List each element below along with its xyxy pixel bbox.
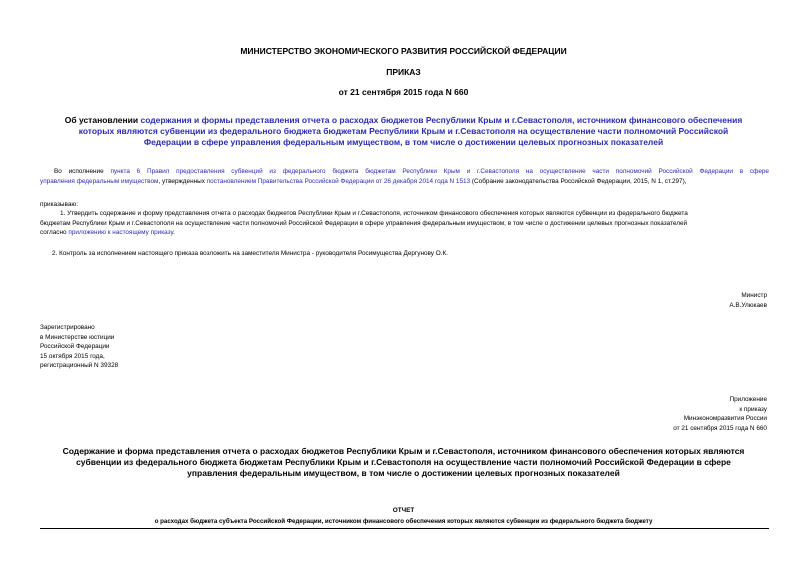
appendix-title-line-3: управления федеральным имуществом, в том числе о достижении целевых прогнозных показателей [187,468,620,478]
report-underline [40,528,769,529]
item1-line-2: бюджетам Республики Крым и г.Севастополя на осуществление части полномочий Российской Федерации в сфере управления федеральным имуществом, в том числе о достижении целевых прогнозных показателей [40,219,688,227]
title-line-1 [0,115,807,126]
title-line-3[interactable]: Федерации в сфере управления федеральным имуществом, в том числе о достижении целевых прогнозных показателей [143,137,664,147]
appendix-title-line-2: субвенции из федерального бюджета бюджетам Республики Крым и г.Севастополя на осуществление части полномочий Российской Федерации в сфере [76,457,731,467]
item1-line3-post: . [173,229,175,237]
registration-line-5: регистрационный N 39328 [40,362,119,370]
item1-line3-pre: согласно [40,229,69,237]
document-type: ПРИКАЗ [386,67,421,77]
appendix-ref-line-3: Минэкономразвития России [683,415,767,423]
appendix-title-line-1: Содержание и форма представления отчета о расходах бюджетов Республики Крым и г.Севастополя, источником финансового обеспечения которых являются [62,446,745,456]
registration-line-4: 15 октября 2015 года, [40,352,105,360]
preamble-tail: (Собрание законодательства Российской Федерации, 2015, N 1, ст.297), [470,177,687,185]
order-item-2: 2. Контроль за исполнением настоящего приказа возложить на заместителя Министра - руководителя Росимущества Дергунову О.К. [52,250,449,257]
rules-link-cont[interactable]: управления федеральным имуществом [40,177,159,185]
appendix-ref-line-2: к приказу [739,405,767,413]
appendix-ref-line-1: Приложение [729,396,767,403]
document-date: от 21 сентября 2015 года N 660 [338,87,469,97]
report-heading: ОТЧЕТ [392,507,415,514]
signature-position: Министр [741,292,767,299]
preamble-paragraph [40,167,769,186]
appendix-reference [673,395,767,433]
appendix-ref-line-4: от 21 сентября 2015 года N 660 [673,424,767,432]
ministry-heading: МИНИСТЕРСТВО ЭКОНОМИЧЕСКОГО РАЗВИТИЯ РОССИЙСКОЙ ФЕДЕРАЦИИ [240,46,567,56]
registration-line-3: Российской Федерации [40,343,110,351]
government-decree-link[interactable]: постановлением Правительства Российской Федерации от 26 декабря 2014 года N 1513 [206,177,471,185]
signature-block [729,291,767,310]
report-subheading: о расходах бюджета субъекта Российской Федерации, источником финансового обеспечения которых являются субвенции из федерального бюджета бюджету [154,518,653,525]
preamble-intro: Во исполнение [54,168,111,175]
registration-line-1: Зарегистрировано [40,324,95,331]
item1-line-3 [40,228,769,238]
appendix-title [0,446,807,479]
registration-block [40,323,118,371]
rules-link[interactable]: пункта 6 Правил предоставления субвенций из федерального бюджета бюджетам Республики Крым и г.Севастополя на осуществление части полномочий Российской Федерации в сфере [110,168,769,175]
preamble-line-2 [40,177,769,187]
title-line-2[interactable]: которых являются субвенции из федерального бюджета бюджетам Республики Крым и г.Севастополя на осуществление части полномочий Российской [78,126,729,136]
preamble-line-1 [40,167,769,177]
registration-line-2: в Министерстве юстиции [40,333,115,341]
preamble-mid: , утвержденных [158,177,207,185]
signature-name: А.В.Улюкаев [729,301,767,309]
order-item-1 [40,209,769,238]
item1-line-1: 1. Утвердить содержание и форму представления отчета о расходах бюджетов Республики Крым и г.Севастополя, источником финансового обеспечения которых являются субвенции из федерального бюджета [60,210,688,217]
appendix-link[interactable]: приложению к настоящему приказу [68,229,174,237]
title-link[interactable]: содержания и формы представления отчета о расходах бюджетов Республики Крым и г.Севастополя, источником финансового обеспечения [140,115,743,125]
title-prefix: Об установлении [64,115,141,125]
order-word: приказываю: [40,201,78,208]
document-title [0,115,807,148]
